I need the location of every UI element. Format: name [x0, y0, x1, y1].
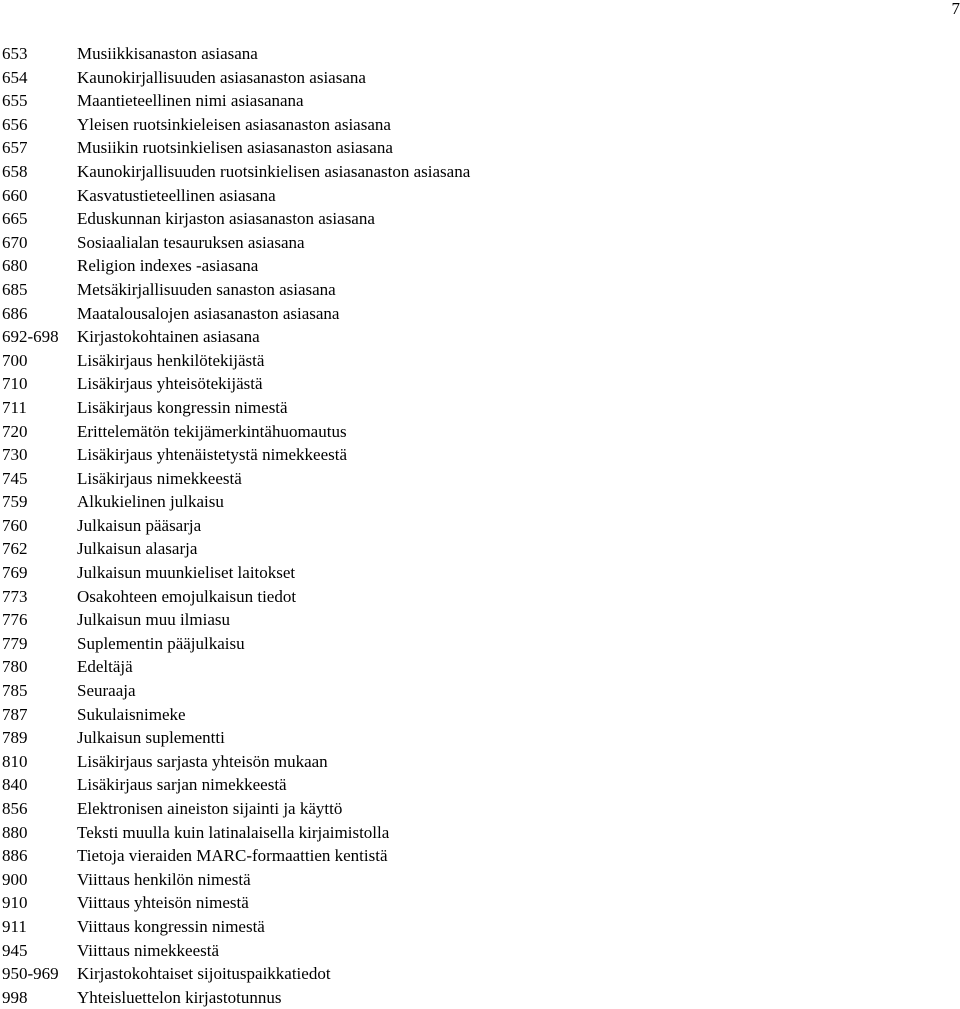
field-code: 700	[2, 350, 28, 370]
field-row	[2, 514, 470, 538]
field-code: 900	[2, 869, 28, 889]
field-code: 654	[2, 67, 28, 87]
field-code: 720	[2, 421, 28, 441]
field-code: 658	[2, 161, 28, 181]
field-description: Metsäkirjallisuuden sanaston asiasana	[77, 279, 336, 299]
field-code: 773	[2, 586, 28, 606]
field-description: Lisäkirjaus nimekkeestä	[77, 468, 242, 488]
field-description: Kasvatustieteellinen asiasana	[77, 185, 276, 205]
field-row	[2, 467, 470, 491]
field-row	[2, 136, 470, 160]
field-description: Lisäkirjaus sarjasta yhteisön mukaan	[77, 751, 328, 771]
field-description: Julkaisun muu ilmiasu	[77, 610, 230, 630]
field-code: 998	[2, 987, 28, 1007]
field-description: Suplementin pääjulkaisu	[77, 633, 245, 653]
field-row	[2, 490, 470, 514]
field-description: Kaunokirjallisuuden asiasanaston asiasana	[77, 67, 366, 87]
field-description: Osakohteen emojulkaisun tiedot	[77, 586, 297, 606]
field-description: Viittaus nimekkeestä	[77, 940, 220, 960]
field-row	[2, 655, 470, 679]
field-code: 759	[2, 492, 28, 512]
field-row	[2, 750, 470, 774]
field-code: 692-698	[2, 327, 59, 347]
field-code: 810	[2, 751, 28, 771]
field-code: 680	[2, 256, 28, 276]
field-description: Lisäkirjaus yhteisötekijästä	[77, 374, 263, 394]
field-code: 787	[2, 704, 28, 724]
field-row	[2, 561, 470, 585]
field-code: 711	[2, 397, 27, 417]
field-code: 880	[2, 822, 28, 842]
field-row	[2, 302, 470, 326]
field-code: 656	[2, 114, 28, 134]
field-row	[2, 231, 470, 255]
field-description: Yleisen ruotsinkieleisen asiasanaston asiasana	[77, 114, 391, 134]
field-code: 840	[2, 775, 28, 795]
field-description: Viittaus yhteisön nimestä	[77, 893, 249, 913]
field-row	[2, 113, 470, 137]
field-row	[2, 184, 470, 208]
field-code: 760	[2, 515, 28, 535]
field-description: Kirjastokohtaiset sijoituspaikkatiedot	[77, 964, 331, 984]
field-code: 670	[2, 232, 28, 252]
field-row	[2, 915, 470, 939]
field-code: 945	[2, 940, 28, 960]
field-description: Viittaus kongressin nimestä	[77, 916, 265, 936]
field-code: 789	[2, 728, 28, 748]
field-row	[2, 396, 470, 420]
field-code: 685	[2, 279, 28, 299]
field-row	[2, 844, 470, 868]
field-code: 657	[2, 138, 28, 158]
field-code: 776	[2, 610, 28, 630]
field-code: 762	[2, 539, 28, 559]
field-description: Sosiaalialan tesauruksen asiasana	[77, 232, 305, 252]
field-row	[2, 349, 470, 373]
field-row	[2, 89, 470, 113]
field-row	[2, 537, 470, 561]
field-description: Religion indexes -asiasana	[77, 256, 259, 276]
field-code: 950-969	[2, 964, 59, 984]
field-code-list	[2, 42, 470, 1009]
field-code: 780	[2, 657, 28, 677]
field-description: Tietoja vieraiden MARC-formaattien kentistä	[77, 846, 388, 866]
field-code: 769	[2, 563, 28, 583]
field-row	[2, 254, 470, 278]
field-row	[2, 891, 470, 915]
field-row	[2, 797, 470, 821]
field-row	[2, 939, 470, 963]
field-description: Maatalousalojen asiasanaston asiasana	[77, 303, 340, 323]
field-code: 856	[2, 799, 28, 818]
field-description: Eduskunnan kirjaston asiasanaston asiasana	[77, 209, 375, 229]
field-row	[2, 42, 470, 66]
field-code: 910	[2, 893, 28, 913]
field-code: 653	[2, 44, 28, 63]
field-row	[2, 703, 470, 727]
field-row	[2, 372, 470, 396]
field-description: Sukulaisnimeke	[77, 704, 186, 724]
field-code: 710	[2, 374, 28, 394]
field-description: Kirjastokohtainen asiasana	[77, 327, 260, 347]
field-code: 911	[2, 916, 27, 936]
field-description: Elektronisen aineiston sijainti ja käyttö	[77, 799, 343, 818]
field-row	[2, 821, 470, 845]
field-code: 665	[2, 209, 28, 229]
field-code: 655	[2, 91, 28, 111]
field-row	[2, 868, 470, 892]
field-description: Julkaisun alasarja	[77, 539, 198, 559]
page-number: 7	[951, 0, 960, 18]
field-code: 779	[2, 633, 28, 653]
field-description: Musiikkisanaston asiasana	[77, 44, 258, 63]
field-description: Edeltäjä	[77, 657, 133, 677]
field-code: 745	[2, 468, 28, 488]
field-code: 660	[2, 185, 28, 205]
field-row	[2, 679, 470, 703]
field-description: Maantieteellinen nimi asiasanana	[77, 91, 304, 111]
field-row	[2, 608, 470, 632]
field-row	[2, 585, 470, 609]
field-code: 886	[2, 846, 28, 866]
field-description: Julkaisun muunkieliset laitokset	[77, 563, 296, 583]
field-description: Julkaisun pääsarja	[77, 515, 202, 535]
field-description: Musiikin ruotsinkielisen asiasanaston asiasana	[77, 138, 393, 158]
field-description: Lisäkirjaus henkilötekijästä	[77, 350, 265, 370]
field-row	[2, 632, 470, 656]
field-row	[2, 66, 470, 90]
field-code: 730	[2, 445, 28, 465]
field-description: Viittaus henkilön nimestä	[77, 869, 251, 889]
field-row	[2, 160, 470, 184]
field-row	[2, 986, 470, 1009]
field-description: Lisäkirjaus sarjan nimekkeestä	[77, 775, 287, 795]
field-description: Erittelemätön tekijämerkintähuomautus	[77, 421, 347, 441]
field-description: Lisäkirjaus kongressin nimestä	[77, 397, 288, 417]
field-description: Teksti muulla kuin latinalaisella kirjaimistolla	[77, 822, 390, 842]
field-code: 686	[2, 303, 28, 323]
field-description: Kaunokirjallisuuden ruotsinkielisen asiasanaston asiasana	[77, 161, 471, 181]
field-row	[2, 773, 470, 797]
field-description: Lisäkirjaus yhtenäistetystä nimekkeestä	[77, 445, 348, 465]
field-row	[2, 420, 470, 444]
field-row	[2, 278, 470, 302]
field-description: Julkaisun suplementti	[77, 728, 225, 748]
field-row	[2, 726, 470, 750]
field-description: Alkukielinen julkaisu	[77, 492, 224, 512]
field-description: Yhteisluettelon kirjastotunnus	[77, 987, 282, 1007]
field-row	[2, 962, 470, 986]
field-description: Seuraaja	[77, 681, 136, 701]
field-row	[2, 443, 470, 467]
field-row	[2, 207, 470, 231]
field-code: 785	[2, 681, 28, 701]
field-row	[2, 325, 470, 349]
